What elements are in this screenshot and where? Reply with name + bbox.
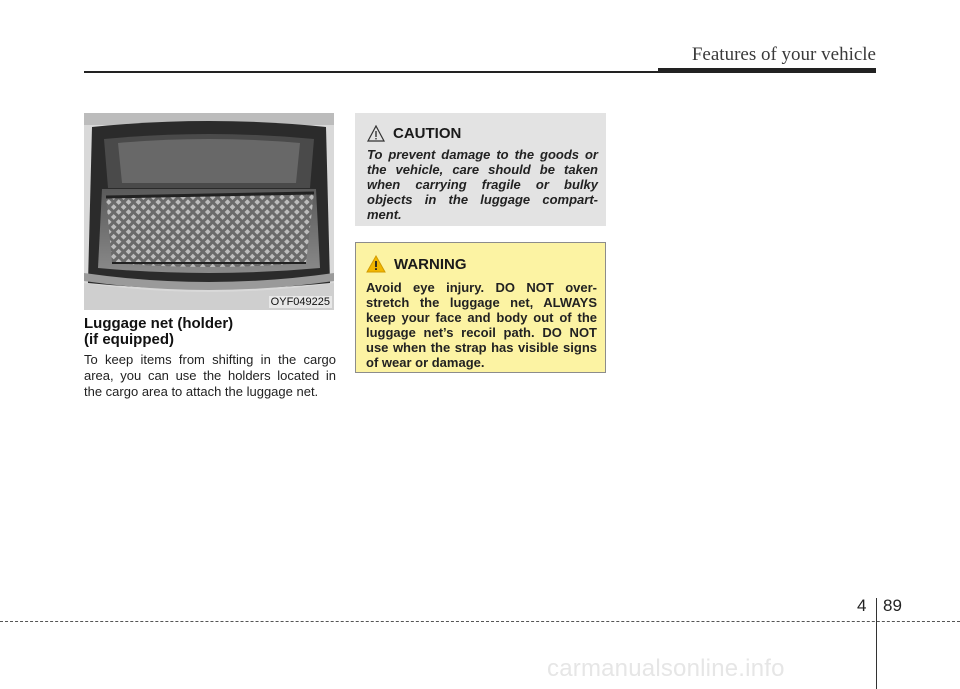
trunk-luggage-net-illustration: [84, 113, 334, 310]
caution-title: CAUTION: [393, 124, 462, 142]
page-number: 89: [883, 596, 902, 615]
footer-rule: [0, 621, 960, 622]
warning-box: [355, 242, 606, 373]
warning-triangle-icon: [366, 255, 386, 273]
header-title: Features of your vehicle: [691, 44, 876, 65]
warning-text: Avoid eye injury. DO NOT over-stretch the luggage net, ALWAYS keep your face and body out of the luggage net’s recoil path. DO NOT use when the strap has visible signs of wear or damage.: [366, 280, 597, 370]
warning-title: WARNING: [394, 255, 467, 273]
section-number: 4: [857, 596, 867, 615]
heading-line-1: Luggage net (holder): [84, 315, 234, 332]
image-code: OYF049225: [270, 296, 330, 308]
caution-text: To prevent damage to the goods or the vehicle, care should be taken when carrying fragile or bulky objects in the luggage compart-ment.: [367, 147, 598, 222]
watermark: carmanualsonline.info: [547, 655, 785, 682]
header-rule-accent: [658, 68, 876, 73]
section-body: To keep items from shifting in the cargo area, you can use the holders located in the cargo area to attach the luggage net.: [84, 352, 336, 399]
caution-triangle-icon: [367, 125, 385, 142]
caution-box: [355, 113, 606, 226]
heading-line-2: (if equipped): [84, 331, 174, 348]
footer-divider: [876, 598, 877, 689]
trunk-photo: [84, 113, 334, 310]
section-heading: [84, 316, 344, 348]
